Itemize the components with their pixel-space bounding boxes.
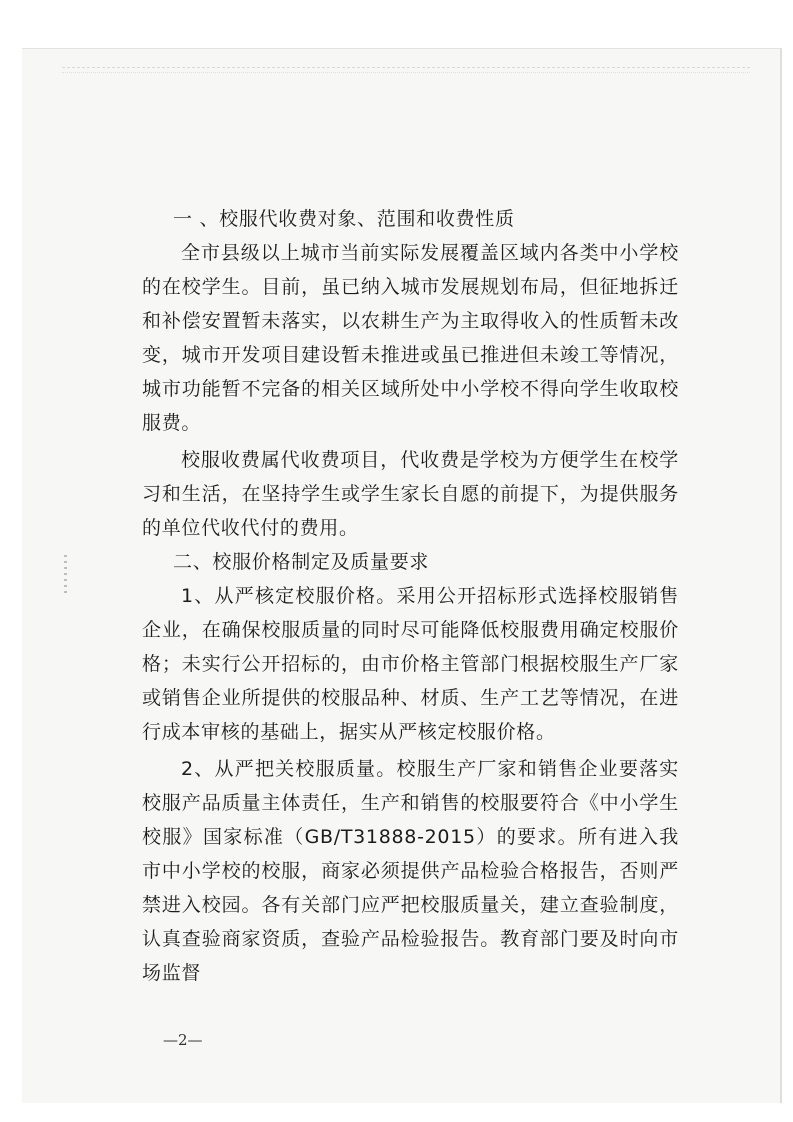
paragraph-3: 1、从严核定校服价格。采用公开招标形式选择校服销售企业，在确保校服质量的同时尽可能降低校服费用确定校服价格；未实行公开招标的，由市价格主管部门根据校服生产厂家或销售企业所提供的校服品种、材质、生产工艺等情况，在进行成本审核的基础上，据实从严核定校服价格。 [142, 585, 679, 743]
section-heading-2: 二、校服价格制定及质量要求 [173, 551, 430, 573]
page-number: —2— [163, 1031, 203, 1049]
scan-binding-marks [64, 555, 67, 595]
paragraph-2: 校服收费属代收费项目，代收费是学校为方便学生在校学习和生活，在坚持学生或学生家长自愿的前提下，为提供服务的单位代收代付的费用。 [142, 449, 679, 539]
document-body [142, 202, 679, 990]
paragraph-1: 全市县级以上城市当前实际发展覆盖区域内各类中小学校的在校学生。目前，虽已纳入城市发展规划布局，但征地拆迁和补偿安置暂未落实，以农耕生产为主取得收入的性质暂未改变，城市开发项目建设暂未推进或虽已推进但未竣工等情况，城市功能暂不完备的相关区域所处中小学校不得向学生收取校服费。 [142, 242, 679, 434]
section-heading-1: 一 、校服代收费对象、范围和收费性质 [173, 208, 515, 230]
paragraph-4: 2、从严把关校服质量。校服生产厂家和销售企业要落实校服产品质量主体责任，生产和销售的校服要符合《中小学生校服》国家标准（GB/T31888-2015）的要求。所有进入我市中小学校的校服，商家必须提供产品检验合格报告，否则严禁进入校园。各有关部门应严把校服质量关，建立查验制度，认真查验商家资质，查验产品检验报告。教育部门要及时向市场监督 [142, 758, 679, 984]
